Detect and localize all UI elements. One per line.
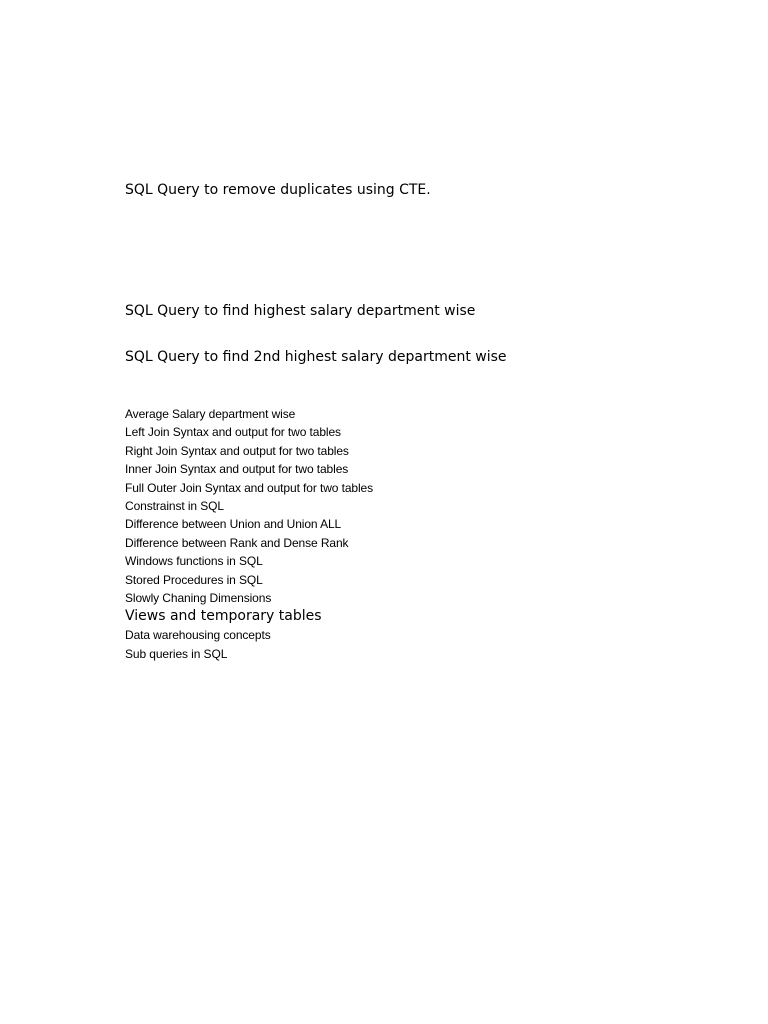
- topic-item: Difference between Union and Union ALL: [125, 517, 342, 532]
- topic-item: Full Outer Join Syntax and output for two tables: [125, 480, 374, 495]
- topic-item: Views and temporary tables: [125, 608, 322, 625]
- topic-item: Constrainst in SQL: [125, 498, 224, 513]
- topic-item: Inner Join Syntax and output for two tables: [125, 462, 349, 477]
- heading-second-highest-salary: SQL Query to find 2nd highest salary department wise: [125, 349, 507, 365]
- topic-list: [125, 405, 373, 663]
- topic-item: Stored Procedures in SQL: [125, 572, 263, 587]
- topic-item: Data warehousing concepts: [125, 628, 271, 643]
- heading-highest-salary: SQL Query to find highest salary department wise: [125, 303, 476, 319]
- topic-item: Difference between Rank and Dense Rank: [125, 535, 349, 550]
- topic-item: Average Salary department wise: [125, 407, 296, 421]
- topic-item: Sub queries in SQL: [125, 646, 228, 661]
- topic-item: Left Join Syntax and output for two tables: [125, 425, 341, 440]
- topic-item: Slowly Chaning Dimensions: [125, 590, 272, 605]
- topic-item: Right Join Syntax and output for two tables: [125, 443, 349, 458]
- heading-remove-duplicates: SQL Query to remove duplicates using CTE.: [125, 182, 431, 198]
- topic-item: Windows functions in SQL: [125, 554, 263, 569]
